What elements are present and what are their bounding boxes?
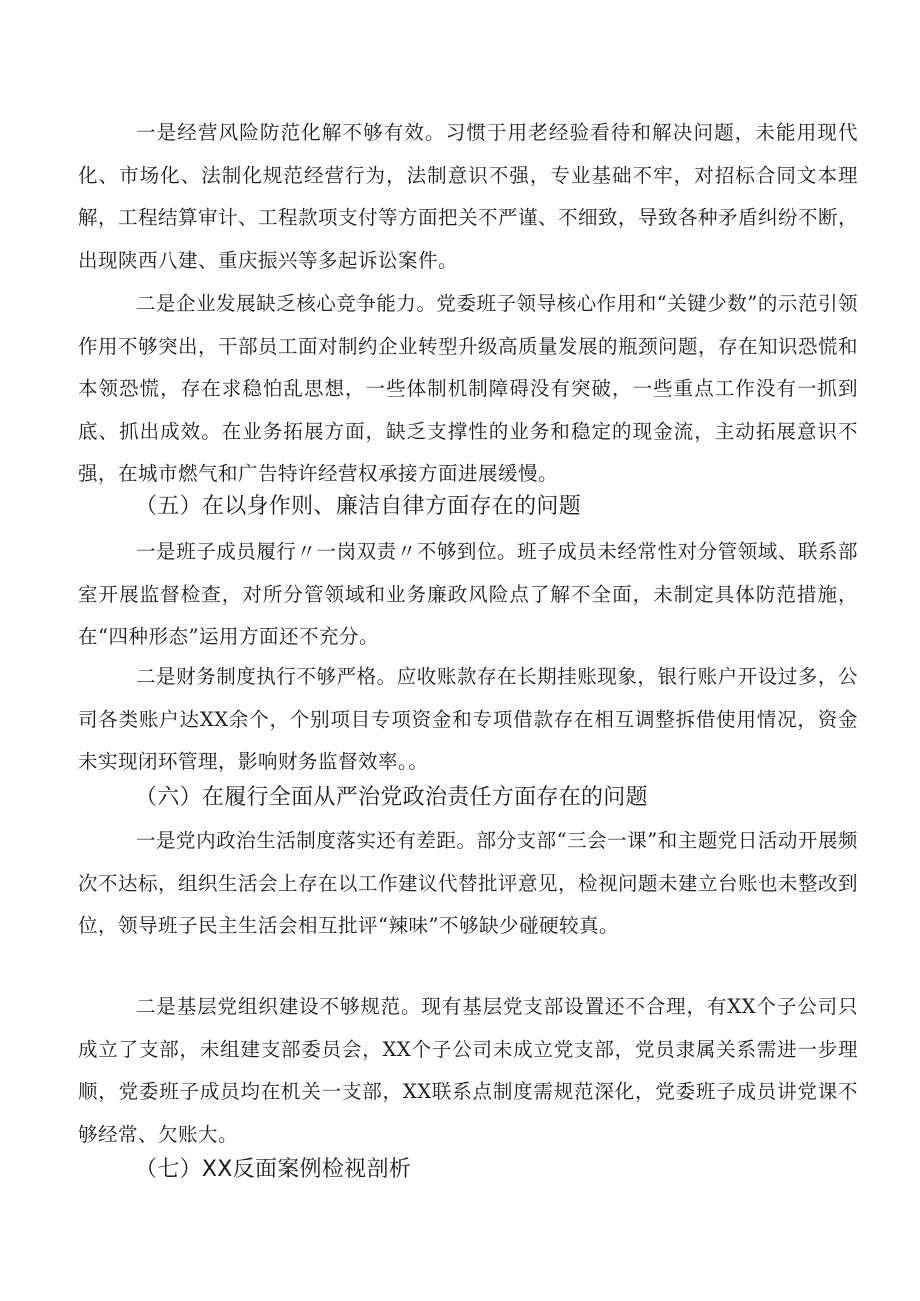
section-heading-seven: （七）XX反面案例检视剖析 bbox=[135, 1157, 412, 1182]
paragraph-grassroots-organization: 二是基层党组织建设不够规范。现有基层党支部设置还不合理，有XX个子公司只成立了支部，未组建支部委员会，XX个子公司未成立党支部，党员隶属关系需进一步理顺，党委班子成员均在机关一支部，XX联系点制度需规范深化，党委班子成员讲党课不够经常、欠账大。 bbox=[78, 995, 858, 1146]
paragraph-core-competitiveness: 二是企业发展缺乏核心竞争能力。党委班子领导核心作用和“关键少数”的示范引领作用不够突出，干部员工面对制约企业转型升级高质量发展的瓶颈问题，存在知识恐慌和本领恐慌，存在求稳怕乱思想，一些体制机制障碍没有突破，一些重点工作没有一抓到底、抓出成效。在业务拓展方面，缺乏支撑性的业务和稳定的现金流，主动拓展意识不强，在城市燃气和广告特许经营权承接方面进展缓慢。 bbox=[78, 292, 859, 485]
section-heading-six: （六）在履行全面从严治党政治责任方面存在的问题 bbox=[135, 785, 648, 810]
paragraph-risk-prevention: 一是经营风险防范化解不够有效。习惯于用老经验看待和解决问题，未能用现代化、市场化、法制化规范经营行为，法制意识不强，专业基础不牢，对招标合同文本理解，工程结算审计、工程款项支付等方面把关不严谨、不细致，导致各种矛盾纠纷不断，出现陕西八建、重庆振兴等多起诉讼案件。 bbox=[78, 121, 859, 272]
paragraph-party-life: 一是党内政治生活制度落实还有差距。部分支部“三会一课”和主题党日活动开展频次不达标，组织生活会上存在以工作建议代替批评意见，检视问题未建立台账也未整改到位，领导班子民主生活会相互批评“辣味”不够缺少碰硬较真。 bbox=[78, 829, 859, 937]
paragraph-financial-system: 二是财务制度执行不够严格。应收账款存在长期挂账现象，银行账户开设过多，公司各类账户达XX余个，个别项目专项资金和专项借款存在相互调整拆借使用情况，资金未实现闭环管理，影响财务监督效率。。 bbox=[78, 665, 858, 773]
paragraph-dual-responsibility: 一是班子成员履行〃一岗双责〃不够到位。班子成员未经常性对分管领域、联系部室开展监督检查，对所分管领域和业务廉政风险点了解不全面，未制定具体防范措施，在“四种形态”运用方面还不充分。 bbox=[78, 540, 858, 648]
section-heading-five: （五）在以身作则、廉洁自律方面存在的问题 bbox=[135, 494, 582, 519]
